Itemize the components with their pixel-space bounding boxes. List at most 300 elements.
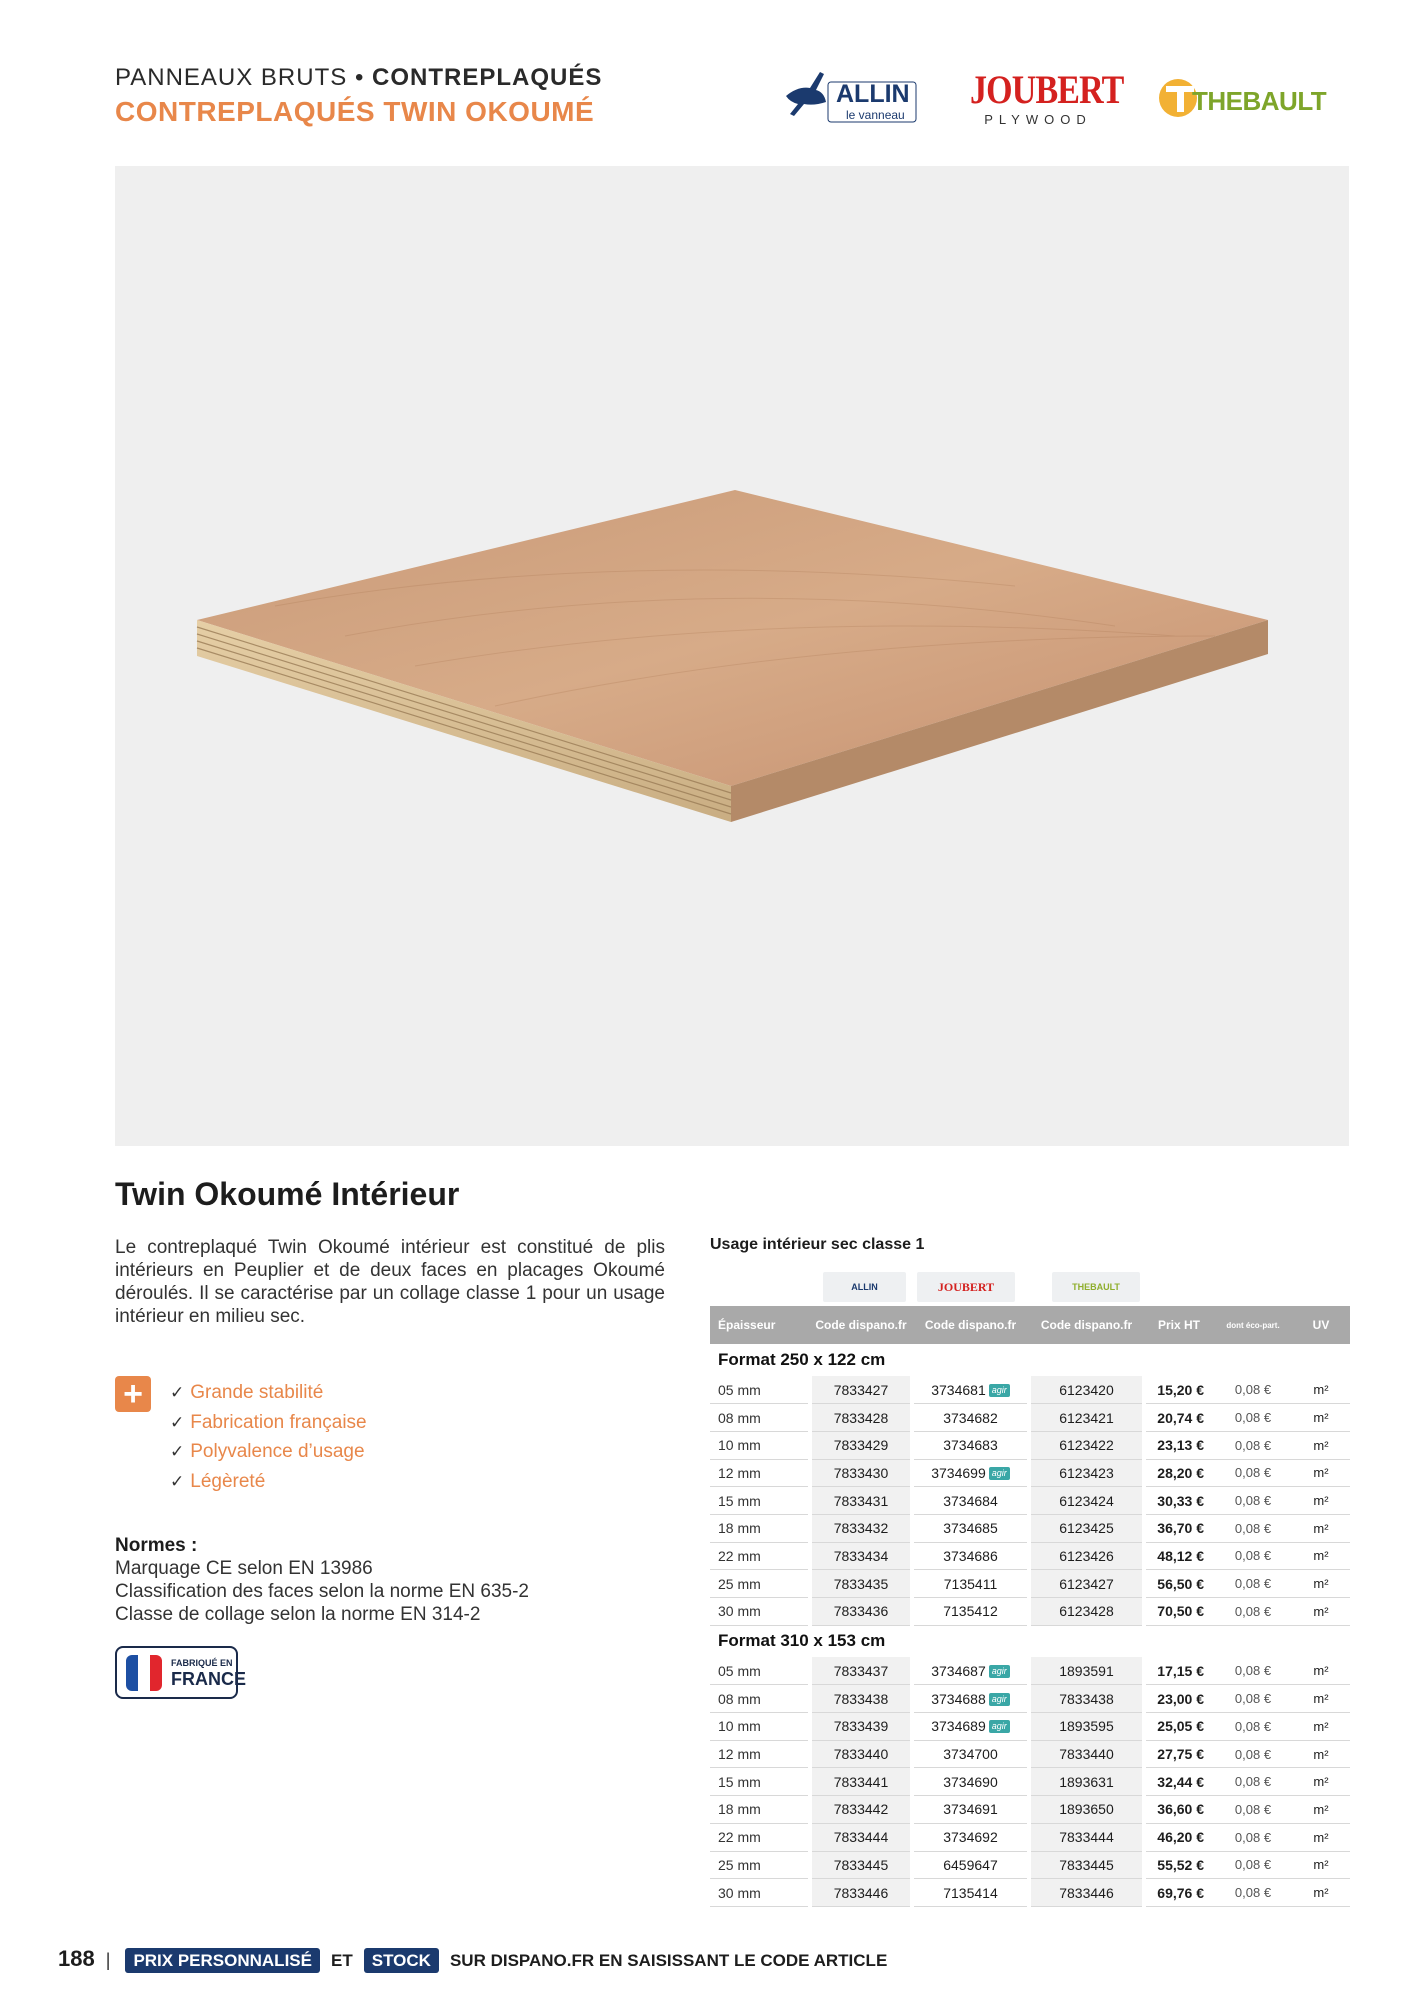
thebault-logo — [1158, 76, 1338, 122]
table-row — [710, 1542, 1350, 1570]
cell-code-joubert-value: 3734689 — [931, 1718, 986, 1735]
cell-code-joubert-value: 3734683 — [943, 1437, 998, 1454]
page-number: 188 — [58, 1946, 95, 1971]
cell-code-allin — [810, 1713, 912, 1741]
cell-prix — [1144, 1404, 1214, 1432]
cell-code-allin — [810, 1459, 912, 1487]
cell-eco — [1214, 1487, 1292, 1515]
cell-epaisseur — [710, 1879, 810, 1907]
cell-uv-value: m² — [1313, 1857, 1329, 1873]
col-header-code-joubert: Code dispano.fr — [912, 1306, 1029, 1344]
cell-uv-value: m² — [1313, 1520, 1329, 1536]
cell-code-thebault-value: 6123421 — [1059, 1409, 1114, 1426]
agir-badge: agir — [989, 1720, 1010, 1733]
agir-badge: agir — [989, 1693, 1010, 1706]
cell-code-thebault — [1029, 1823, 1144, 1851]
cell-epaisseur — [710, 1459, 810, 1487]
cell-epaisseur-value: 25 mm — [718, 1575, 761, 1592]
cell-eco-value: 0,08 € — [1234, 1410, 1272, 1426]
cell-prix-value: 56,50 € — [1157, 1575, 1204, 1592]
allin-logo — [780, 62, 920, 132]
table-title: Usage intérieur sec classe 1 — [710, 1236, 925, 1253]
cell-code-thebault-value: 1893595 — [1059, 1718, 1114, 1735]
table-body — [710, 1344, 1350, 1906]
cell-uv — [1292, 1404, 1350, 1432]
cell-code-joubert — [912, 1514, 1029, 1542]
agir-badge: agir — [989, 1467, 1010, 1480]
joubert-logo-name: JOUBERT — [970, 67, 1124, 112]
cell-code-thebault — [1029, 1796, 1144, 1824]
thebault-mini-logo: THEBAULT — [1052, 1272, 1140, 1302]
cell-code-allin — [810, 1404, 912, 1432]
allin-logo-tagline: le vanneau — [846, 108, 905, 122]
cell-prix-value: 55,52 € — [1157, 1856, 1204, 1873]
cell-eco — [1214, 1796, 1292, 1824]
cell-prix — [1144, 1657, 1214, 1685]
joubert-logo — [958, 67, 1124, 132]
cell-prix-value: 15,20 € — [1157, 1381, 1204, 1398]
cell-code-thebault-value: 7833446 — [1059, 1884, 1114, 1901]
cell-eco-value: 0,08 € — [1234, 1885, 1272, 1901]
col-header-code-allin: Code dispano.fr — [810, 1306, 912, 1344]
cell-prix — [1144, 1879, 1214, 1907]
cell-uv — [1292, 1713, 1350, 1741]
cell-uv-value: m² — [1313, 1746, 1329, 1762]
cell-code-allin — [810, 1768, 912, 1796]
cell-eco-value: 0,08 € — [1234, 1829, 1272, 1845]
cell-epaisseur — [710, 1431, 810, 1459]
cell-code-thebault-value: 1893650 — [1059, 1801, 1114, 1818]
product-description: Le contreplaqué Twin Okoumé intérieur est constitué de plis intérieurs en Peuplier et de deux faces en placages Okoumé déroulés. Il se caractérise par un collage classe 1 pour un usage intérieur en milieu sec. — [115, 1237, 665, 1327]
table-row — [710, 1570, 1350, 1598]
norms-section — [115, 1534, 529, 1626]
table-row — [710, 1823, 1350, 1851]
cell-eco — [1214, 1542, 1292, 1570]
cell-code-allin — [810, 1570, 912, 1598]
cell-prix — [1144, 1851, 1214, 1879]
cell-prix-value: 69,76 € — [1157, 1884, 1204, 1901]
col-header-epaisseur: Épaisseur — [710, 1306, 810, 1344]
cell-epaisseur — [710, 1740, 810, 1768]
cell-code-allin-value: 7833437 — [833, 1662, 889, 1679]
cell-code-joubert — [912, 1570, 1029, 1598]
cell-code-thebault-value: 6123424 — [1059, 1492, 1114, 1509]
cell-code-thebault-value: 6123422 — [1059, 1437, 1114, 1454]
cell-code-joubert — [912, 1796, 1029, 1824]
cell-uv-value: m² — [1313, 1382, 1329, 1398]
joubert-mini-logo: JOUBERT — [917, 1272, 1015, 1302]
cell-code-thebault — [1029, 1514, 1144, 1542]
cell-code-allin-value: 7833436 — [833, 1603, 889, 1620]
cell-eco-value: 0,08 € — [1234, 1774, 1272, 1790]
cell-epaisseur-value: 08 mm — [718, 1409, 761, 1426]
cell-uv-value: m² — [1313, 1774, 1329, 1790]
cell-eco-value: 0,08 € — [1234, 1576, 1272, 1592]
cell-code-joubert — [912, 1823, 1029, 1851]
cell-uv-value: m² — [1313, 1437, 1329, 1453]
footer-separator: | — [105, 1950, 111, 1970]
norms-title: Normes : — [115, 1535, 198, 1556]
cell-uv — [1292, 1598, 1350, 1626]
cell-eco-value: 0,08 € — [1234, 1718, 1272, 1734]
col-header-prix: Prix HT — [1144, 1306, 1214, 1344]
cell-code-allin-value: 7833434 — [833, 1547, 889, 1564]
cell-uv — [1292, 1542, 1350, 1570]
agir-badge: agir — [989, 1665, 1010, 1678]
cell-prix — [1144, 1796, 1214, 1824]
cell-epaisseur — [710, 1657, 810, 1685]
table-row — [710, 1740, 1350, 1768]
cell-code-allin — [810, 1657, 912, 1685]
cell-code-joubert — [912, 1598, 1029, 1626]
cell-epaisseur-value: 05 mm — [718, 1662, 761, 1679]
cell-code-joubert — [912, 1768, 1029, 1796]
cell-uv-value: m² — [1313, 1691, 1329, 1707]
badge-big-text: FRANCE — [171, 1669, 246, 1689]
allin-mini-logo: ALLIN — [823, 1272, 906, 1302]
cell-code-allin — [810, 1823, 912, 1851]
cell-epaisseur — [710, 1851, 810, 1879]
cell-prix-value: 28,20 € — [1157, 1464, 1204, 1481]
feature-item — [170, 1467, 367, 1497]
table-header-row — [710, 1306, 1350, 1344]
cell-eco — [1214, 1459, 1292, 1487]
cell-code-joubert — [912, 1459, 1029, 1487]
table-row — [710, 1851, 1350, 1879]
cell-code-allin-value: 7833432 — [833, 1520, 889, 1537]
col-header-uv: UV — [1292, 1306, 1350, 1344]
cell-code-joubert-value: 3734699 — [931, 1464, 986, 1481]
table-row — [710, 1685, 1350, 1713]
cell-code-thebault — [1029, 1598, 1144, 1626]
cell-code-thebault-value: 6123426 — [1059, 1547, 1114, 1564]
cell-eco-value: 0,08 € — [1234, 1437, 1272, 1453]
cell-epaisseur — [710, 1598, 810, 1626]
cell-code-joubert-value: 3734691 — [943, 1801, 998, 1818]
cell-epaisseur — [710, 1514, 810, 1542]
cell-code-thebault — [1029, 1404, 1144, 1432]
cell-code-thebault-value: 7833444 — [1059, 1829, 1114, 1846]
table-row — [710, 1598, 1350, 1626]
cell-code-thebault-value: 6123420 — [1059, 1381, 1114, 1398]
cell-code-allin — [810, 1598, 912, 1626]
cell-eco-value: 0,08 € — [1234, 1493, 1272, 1509]
cell-eco-value: 0,08 € — [1234, 1548, 1272, 1564]
cell-code-joubert — [912, 1713, 1029, 1741]
cell-uv-value: m² — [1313, 1829, 1329, 1845]
cell-eco — [1214, 1685, 1292, 1713]
cell-eco — [1214, 1431, 1292, 1459]
cell-prix-value: 46,20 € — [1157, 1829, 1204, 1846]
footer-pill-prix: PRIX PERSONNALISÉ — [125, 1948, 320, 1973]
cell-epaisseur-value: 15 mm — [718, 1492, 761, 1509]
cell-prix — [1144, 1542, 1214, 1570]
cell-prix — [1144, 1768, 1214, 1796]
cell-code-allin-value: 7833429 — [833, 1437, 889, 1454]
cell-uv — [1292, 1851, 1350, 1879]
breadcrumb — [115, 64, 602, 92]
table-row — [710, 1713, 1350, 1741]
cell-prix — [1144, 1685, 1214, 1713]
cell-epaisseur-value: 05 mm — [718, 1381, 761, 1398]
cell-code-joubert-value: 3734692 — [943, 1829, 998, 1846]
cell-eco — [1214, 1740, 1292, 1768]
cell-epaisseur — [710, 1542, 810, 1570]
cell-code-thebault — [1029, 1685, 1144, 1713]
cell-eco — [1214, 1768, 1292, 1796]
cell-prix — [1144, 1740, 1214, 1768]
cell-uv — [1292, 1376, 1350, 1404]
cell-code-allin-value: 7833441 — [833, 1773, 889, 1790]
cell-code-thebault — [1029, 1542, 1144, 1570]
cell-uv — [1292, 1570, 1350, 1598]
cell-prix-value: 70,50 € — [1157, 1603, 1204, 1620]
cell-code-joubert — [912, 1376, 1029, 1404]
cell-code-allin — [810, 1487, 912, 1515]
cell-eco-value: 0,08 € — [1234, 1857, 1272, 1873]
feature-item — [170, 1437, 367, 1467]
cell-prix — [1144, 1570, 1214, 1598]
joubert-logo-tagline: PLYWOOD — [984, 112, 1092, 127]
table-row — [710, 1768, 1350, 1796]
france-flag-icon — [126, 1655, 162, 1691]
cell-code-allin — [810, 1879, 912, 1907]
cell-epaisseur-value: 10 mm — [718, 1718, 761, 1735]
cell-code-allin-value: 7833428 — [833, 1409, 889, 1426]
cell-code-allin-value: 7833435 — [833, 1575, 889, 1592]
cell-code-thebault — [1029, 1851, 1144, 1879]
cell-eco-value: 0,08 € — [1234, 1801, 1272, 1817]
cell-prix — [1144, 1514, 1214, 1542]
cell-code-thebault — [1029, 1740, 1144, 1768]
cell-code-joubert — [912, 1404, 1029, 1432]
allin-logo-name: ALLIN — [836, 80, 910, 108]
cell-code-thebault — [1029, 1768, 1144, 1796]
cell-epaisseur-value: 08 mm — [718, 1690, 761, 1707]
cell-prix-value: 32,44 € — [1157, 1773, 1204, 1790]
cell-code-joubert-value: 3734686 — [943, 1547, 998, 1564]
cell-epaisseur — [710, 1796, 810, 1824]
feature-item — [170, 1378, 367, 1408]
cell-code-joubert-value: 7135412 — [943, 1603, 998, 1620]
cell-eco-value: 0,08 € — [1234, 1746, 1272, 1762]
cell-code-allin-value: 7833444 — [833, 1829, 889, 1846]
check-icon: ✓ — [170, 1471, 185, 1491]
cell-code-joubert-value: 3734687 — [931, 1662, 986, 1679]
breadcrumb-category: PANNEAUX BRUTS — [115, 64, 348, 91]
cell-eco — [1214, 1404, 1292, 1432]
cell-eco-value: 0,08 € — [1234, 1465, 1272, 1481]
cell-code-joubert-value: 3734688 — [931, 1690, 986, 1707]
cell-uv — [1292, 1487, 1350, 1515]
cell-code-allin-value: 7833439 — [833, 1718, 889, 1735]
cell-code-joubert-value: 6459647 — [943, 1856, 998, 1873]
cell-prix-value: 48,12 € — [1157, 1547, 1204, 1564]
price-table — [710, 1306, 1350, 1907]
cell-code-allin-value: 7833438 — [833, 1690, 889, 1707]
cell-eco — [1214, 1823, 1292, 1851]
table-row — [710, 1404, 1350, 1432]
cell-eco-value: 0,08 € — [1234, 1691, 1272, 1707]
breadcrumb-subcategory: CONTREPLAQUÉS — [372, 64, 603, 91]
product-image — [115, 166, 1349, 1146]
agir-badge: agir — [989, 1384, 1010, 1397]
table-row — [710, 1487, 1350, 1515]
cell-code-joubert — [912, 1740, 1029, 1768]
product-title: Twin Okoumé Intérieur — [115, 1176, 460, 1212]
cell-prix — [1144, 1487, 1214, 1515]
cell-epaisseur — [710, 1823, 810, 1851]
cell-code-joubert-value: 3734685 — [943, 1520, 998, 1537]
table-row — [710, 1879, 1350, 1907]
cell-code-joubert-value: 7135411 — [943, 1575, 998, 1592]
cell-uv-value: m² — [1313, 1493, 1329, 1509]
cell-eco-value: 0,08 € — [1234, 1603, 1272, 1619]
cell-code-allin-value: 7833430 — [833, 1464, 889, 1481]
page-footer — [58, 1946, 893, 1972]
feature-label: Polyvalence d’usage — [190, 1441, 365, 1462]
feature-list — [170, 1378, 367, 1496]
cell-code-thebault — [1029, 1431, 1144, 1459]
cell-prix-value: 23,13 € — [1157, 1437, 1204, 1454]
cell-code-allin — [810, 1431, 912, 1459]
cell-code-joubert-value: 3734700 — [943, 1746, 998, 1763]
cell-code-joubert — [912, 1542, 1029, 1570]
table-row — [710, 1657, 1350, 1685]
cell-epaisseur-value: 22 mm — [718, 1829, 761, 1846]
format-label: Format 250 x 122 cm — [718, 1350, 886, 1369]
norm-item: Marquage CE selon EN 13986 — [115, 1558, 373, 1579]
cell-code-joubert — [912, 1487, 1029, 1515]
cell-uv — [1292, 1459, 1350, 1487]
cell-prix — [1144, 1459, 1214, 1487]
cell-code-joubert — [912, 1431, 1029, 1459]
cell-prix — [1144, 1431, 1214, 1459]
cell-code-joubert — [912, 1685, 1029, 1713]
cell-eco — [1214, 1598, 1292, 1626]
cell-code-thebault — [1029, 1713, 1144, 1741]
cell-prix-value: 23,00 € — [1157, 1690, 1204, 1707]
feature-label: Légèreté — [190, 1470, 266, 1492]
cell-epaisseur — [710, 1376, 810, 1404]
col-header-code-thebault: Code dispano.fr — [1029, 1306, 1144, 1344]
cell-code-thebault-value: 6123428 — [1059, 1603, 1114, 1620]
check-icon: ✓ — [170, 1442, 185, 1461]
cell-epaisseur-value: 12 mm — [718, 1746, 761, 1763]
cell-code-thebault-value: 6123425 — [1059, 1520, 1114, 1537]
cell-prix — [1144, 1598, 1214, 1626]
cell-uv-value: m² — [1313, 1603, 1329, 1619]
page-title: CONTREPLAQUÉS TWIN OKOUMÉ — [115, 96, 595, 127]
cell-eco — [1214, 1713, 1292, 1741]
cell-prix-value: 25,05 € — [1157, 1718, 1204, 1735]
cell-eco-value: 0,08 € — [1234, 1520, 1272, 1536]
cell-code-thebault-value: 7833438 — [1059, 1690, 1114, 1707]
cell-code-thebault — [1029, 1657, 1144, 1685]
feature-label: Fabrication française — [190, 1411, 367, 1433]
cell-eco — [1214, 1514, 1292, 1542]
cell-uv — [1292, 1823, 1350, 1851]
table-row — [710, 1431, 1350, 1459]
cell-code-thebault — [1029, 1459, 1144, 1487]
cell-uv-value: m² — [1313, 1885, 1329, 1901]
cell-uv-value: m² — [1313, 1548, 1329, 1564]
cell-prix — [1144, 1823, 1214, 1851]
cell-prix-value: 30,33 € — [1157, 1492, 1204, 1509]
cell-uv-value: m² — [1313, 1663, 1329, 1679]
cell-code-joubert — [912, 1879, 1029, 1907]
cell-epaisseur-value: 22 mm — [718, 1547, 761, 1564]
breadcrumb-bullet: • — [354, 64, 365, 91]
cell-code-allin-value: 7833442 — [833, 1801, 889, 1818]
norm-item: Classification des faces selon la norme EN 635-2 — [115, 1581, 529, 1602]
format-row — [710, 1625, 1350, 1657]
cell-epaisseur — [710, 1685, 810, 1713]
cell-code-allin — [810, 1796, 912, 1824]
cell-uv — [1292, 1685, 1350, 1713]
cell-epaisseur — [710, 1487, 810, 1515]
cell-code-thebault-value: 7833440 — [1059, 1746, 1114, 1763]
cell-code-thebault-value: 6123427 — [1059, 1575, 1114, 1592]
cell-code-joubert-value: 3734684 — [943, 1492, 998, 1509]
cell-epaisseur-value: 30 mm — [718, 1603, 761, 1620]
cell-epaisseur-value: 18 mm — [718, 1801, 761, 1818]
cell-eco — [1214, 1851, 1292, 1879]
cell-eco-value: 0,08 € — [1234, 1382, 1272, 1398]
cell-epaisseur-value: 30 mm — [718, 1884, 761, 1901]
badge-small-text: FABRIQUÉ EN — [171, 1658, 233, 1668]
cell-code-allin-value: 7833445 — [833, 1856, 889, 1873]
cell-prix-value: 17,15 € — [1157, 1662, 1204, 1679]
cell-epaisseur — [710, 1570, 810, 1598]
table-row — [710, 1459, 1350, 1487]
format-label: Format 310 x 153 cm — [718, 1631, 886, 1651]
cell-code-thebault — [1029, 1376, 1144, 1404]
cell-code-joubert — [912, 1851, 1029, 1879]
feature-label: Grande stabilité — [190, 1382, 324, 1403]
col-header-eco: dont éco-part. — [1214, 1306, 1292, 1344]
cell-epaisseur-value: 25 mm — [718, 1856, 761, 1873]
cell-code-thebault-value: 6123423 — [1059, 1464, 1114, 1481]
cell-uv-value: m² — [1313, 1410, 1329, 1426]
cell-epaisseur — [710, 1768, 810, 1796]
cell-eco-value: 0,08 € — [1234, 1663, 1272, 1679]
cell-prix-value: 20,74 € — [1157, 1409, 1204, 1426]
cell-prix — [1144, 1376, 1214, 1404]
cell-prix — [1144, 1713, 1214, 1741]
cell-code-thebault — [1029, 1570, 1144, 1598]
table-row — [710, 1514, 1350, 1542]
cell-code-allin — [810, 1514, 912, 1542]
cell-uv — [1292, 1879, 1350, 1907]
cell-prix-value: 36,70 € — [1157, 1520, 1204, 1537]
norm-item: Classe de collage selon la norme EN 314-2 — [115, 1604, 481, 1625]
cell-code-thebault-value: 1893591 — [1059, 1662, 1114, 1679]
cell-code-allin-value: 7833427 — [833, 1381, 889, 1398]
cell-code-allin — [810, 1740, 912, 1768]
cell-code-thebault — [1029, 1487, 1144, 1515]
cell-eco — [1214, 1657, 1292, 1685]
cell-code-allin-value: 7833431 — [833, 1492, 889, 1509]
cell-code-allin — [810, 1685, 912, 1713]
cell-code-allin — [810, 1851, 912, 1879]
cell-code-thebault — [1029, 1879, 1144, 1907]
footer-and: ET — [331, 1951, 353, 1970]
cell-code-joubert-value: 3734681 — [931, 1381, 986, 1398]
cell-code-allin-value: 7833446 — [833, 1884, 889, 1901]
table-row — [710, 1796, 1350, 1824]
cell-uv-value: m² — [1313, 1465, 1329, 1481]
